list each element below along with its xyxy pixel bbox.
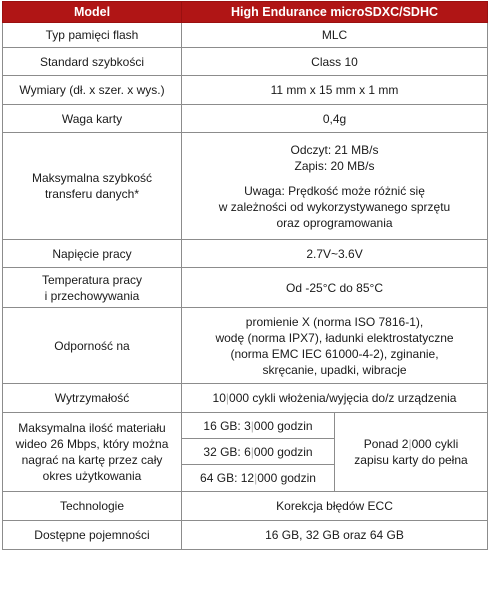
table-row	[3, 76, 488, 105]
label-line: i przechowywania	[44, 288, 140, 303]
row-label	[3, 268, 182, 308]
table-row	[3, 268, 488, 308]
row-value: 16 GB, 32 GB oraz 64 GB	[182, 521, 488, 550]
resistance-line: promienie X (norma ISO 7816-1),	[245, 314, 424, 329]
row-label: Waga karty	[3, 105, 182, 133]
row-label: Napięcie pracy	[3, 240, 182, 268]
write-cycles	[335, 413, 488, 492]
row-value	[182, 384, 488, 413]
row-value: Od -25°C do 85°C	[182, 268, 488, 308]
resistance-line: skręcanie, upadki, wibracje	[262, 362, 407, 377]
row-label	[3, 413, 182, 492]
label-line: Maksymalna szybkość	[31, 171, 153, 185]
value-part: Ponad 2	[363, 437, 409, 451]
read-speed: Odczyt: 21 MB/s	[290, 142, 379, 157]
separator-mark: |	[250, 418, 254, 433]
separator-mark: |	[225, 391, 230, 405]
value-part: 000 godzin	[253, 418, 313, 433]
resistance-line: wodę (norma IPX7), ładunki elektrostatyczne	[215, 330, 454, 345]
value-part: 10	[212, 391, 226, 405]
note-line: Uwaga: Prędkość może różnić się	[244, 183, 425, 198]
row-value	[182, 133, 488, 240]
row-value: Class 10	[182, 48, 488, 76]
table-row	[3, 48, 488, 76]
table-row	[3, 240, 488, 268]
row-value: 11 mm x 15 mm x 1 mm	[182, 76, 488, 105]
label-line: Maksymalna ilość materiału	[18, 421, 166, 435]
row-label	[3, 133, 182, 240]
table-row	[3, 413, 488, 439]
value-part: 000 godzin	[253, 444, 313, 459]
label-line: wideo 26 Mbps, który można	[15, 437, 169, 451]
table-header-row	[3, 2, 488, 23]
value-part: 16 GB: 3	[203, 418, 251, 433]
note-line: w zależności od wykorzystywanego sprzętu	[218, 199, 451, 214]
row-value	[182, 308, 488, 384]
row-value: MLC	[182, 23, 488, 48]
capacity-32gb	[182, 439, 335, 465]
value-part: 000 godzin	[257, 471, 316, 485]
row-label: Typ pamięci flash	[3, 23, 182, 48]
cycles-line: zapisu karty do pełna	[354, 453, 468, 467]
value-part: 000 cykli włożenia/wyjęcia do/z urządzenia	[229, 391, 457, 405]
row-value: 0,4g	[182, 105, 488, 133]
row-label: Wymiary (dł. x szer. x wys.)	[3, 76, 182, 105]
header-product: High Endurance microSDXC/SDHC	[182, 2, 488, 23]
table-row	[3, 384, 488, 413]
separator-mark: |	[254, 471, 258, 485]
table-row	[3, 308, 488, 384]
label-line: okres użytkowania	[42, 469, 142, 483]
separator-mark: |	[408, 437, 412, 451]
value-part: 000 cykli	[411, 437, 459, 451]
row-label: Standard szybkości	[3, 48, 182, 76]
cycles-line	[339, 436, 483, 452]
label-line: transferu danych*	[44, 187, 140, 201]
spec-table	[2, 1, 488, 550]
capacity-64gb	[182, 465, 335, 492]
table-row	[3, 492, 488, 521]
row-value: 2.7V~3.6V	[182, 240, 488, 268]
row-value: Korekcja błędów ECC	[182, 492, 488, 521]
row-label: Dostępne pojemności	[3, 521, 182, 550]
table-row	[3, 23, 488, 48]
value-part: 32 GB: 6	[203, 444, 251, 459]
separator-mark: |	[250, 444, 254, 459]
value-part: 64 GB: 12	[200, 471, 255, 485]
write-speed: Zapis: 20 MB/s	[294, 158, 375, 173]
table-row	[3, 521, 488, 550]
table-row	[3, 105, 488, 133]
table-row	[3, 133, 488, 240]
capacity-16gb	[182, 413, 335, 439]
header-model: Model	[3, 2, 182, 23]
note-line: oraz oprogramowania	[276, 215, 393, 230]
label-line: Temperatura pracy	[41, 272, 143, 287]
row-label: Odporność na	[3, 308, 182, 384]
row-label: Technologie	[3, 492, 182, 521]
label-line: nagrać na kartę przez cały	[21, 453, 163, 467]
resistance-line: (norma EMC IEC 61000-4-2), zginanie,	[230, 346, 439, 361]
row-label: Wytrzymałość	[3, 384, 182, 413]
